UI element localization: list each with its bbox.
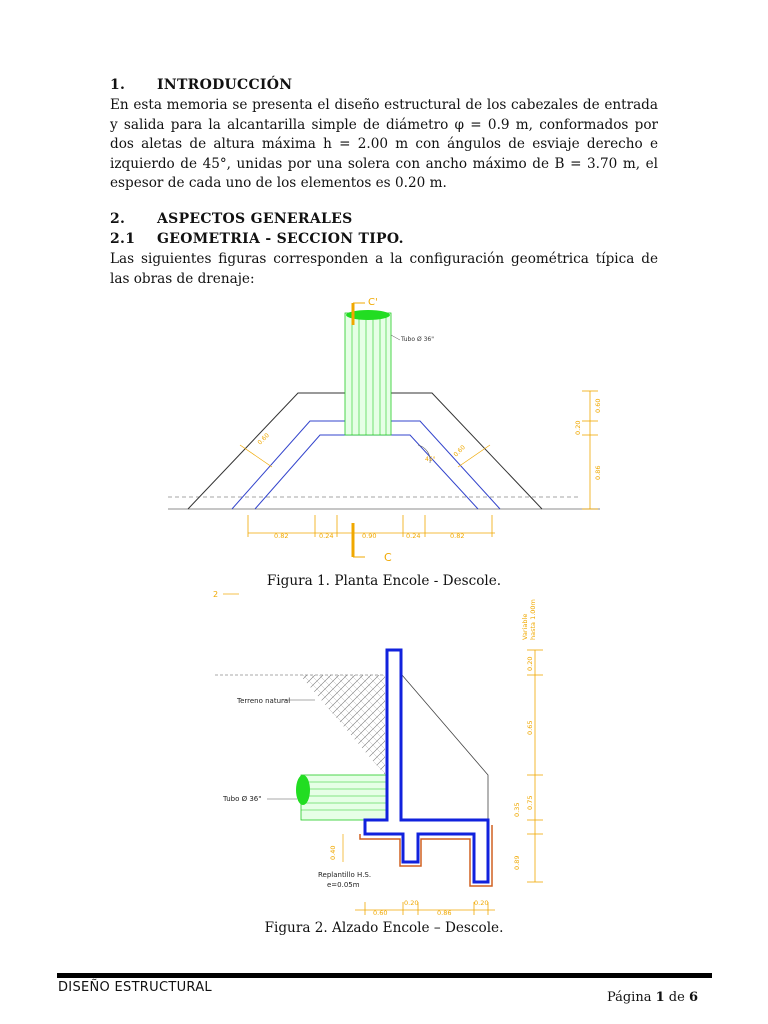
section-2-number: 2.	[110, 211, 126, 227]
fig1-wing-left: 0.60	[256, 432, 271, 447]
fig2-dim-040: 0.40	[329, 845, 337, 860]
fig2-dim-035: 0.35	[513, 802, 521, 817]
section-1-heading	[110, 77, 293, 93]
fig1-pipe-label: Tubo Ø 36"	[401, 336, 434, 343]
page-number: 1	[655, 990, 665, 1005]
section-1-paragraph: En esta memoria se presenta el diseño estructural de los cabezales de entrada y salida para la alcantarilla simple de diámetro φ = 0.9 m, conformados por dos aletas de altura máxima h = 2.00 m con ángulos de esviaje derecho e izquierdo de 45°, unidas por una solera con ancho máximo de B = 3.70 m, el espesor de cada uno de los elementos es 0.20 m.	[110, 97, 658, 191]
fig2-thickness-label: e=0.05m	[327, 881, 360, 889]
page-prefix: Página	[606, 990, 652, 1005]
fig1-wing-right: 0.60	[452, 444, 467, 459]
figure-1-plan-drawing	[160, 295, 610, 570]
fig2-variable: Variable	[521, 613, 529, 640]
fig1-dim-086: 0.86	[594, 465, 602, 480]
fig1-angle: 45°	[425, 456, 436, 463]
fig2-dim-075: 0.75	[526, 795, 534, 810]
fig1-dim-024-left: 0.24	[319, 532, 334, 540]
fig2-dim-089: 0.89	[513, 855, 521, 870]
section-1-number: 1.	[110, 77, 126, 93]
section-2-title: ASPECTOS GENERALES	[157, 211, 353, 227]
fig1-dim-060: 0.60	[594, 398, 602, 413]
fig1-dim-024-right: 0.24	[406, 532, 421, 540]
fig1-dim-082-right: 0.82	[450, 532, 465, 540]
fig2-dim-065: 0.65	[526, 720, 534, 735]
figure-1-caption: Figura 1. Planta Encole - Descole.	[266, 573, 502, 589]
page-of: de	[668, 990, 685, 1005]
fig2-dim-060: 0.60	[373, 909, 388, 917]
figure-2-caption: Figura 2. Alzado Encole – Descole.	[264, 920, 504, 936]
section-2-1-paragraph: Las siguientes figuras corresponden a la configuración geométrica típica de las obras de drenaje:	[110, 251, 658, 287]
fig1-dim-082-left: 0.82	[274, 532, 289, 540]
section-2-1-heading	[110, 231, 404, 247]
fig2-replantillo-label: Replantillo H.S.	[318, 871, 372, 879]
fig2-dim-020-a: 0.20	[404, 899, 419, 907]
fig1-dim-020: 0.20	[574, 420, 582, 435]
fig1-dim-090: 0.90	[362, 532, 377, 540]
fig2-terrain-label: Terreno natural	[237, 697, 291, 705]
section-2-1-number: 2.1	[110, 231, 136, 247]
fig2-dim-020-b: 0.20	[474, 899, 489, 907]
footer-rule	[57, 973, 712, 978]
page-indicator	[607, 990, 698, 1005]
fig2-dim-086: 0.86	[437, 909, 452, 917]
footer-title: DISEÑO ESTRUCTURAL	[58, 980, 212, 995]
fig2-hasta: hasta 1.00m	[529, 599, 537, 640]
fig2-dim-020-top: 0.20	[526, 656, 534, 671]
fig2-pipe-label: Tubo Ø 36"	[223, 795, 262, 803]
fig2-marker: 2	[213, 590, 219, 599]
section-2-heading	[110, 211, 353, 227]
fig1-c-top-label: C'	[368, 297, 378, 308]
fig1-c-bottom-label: C	[384, 551, 392, 564]
section-1-title: INTRODUCCIÓN	[157, 77, 293, 93]
figure-2-elevation-drawing	[205, 585, 565, 920]
page-total: 6	[688, 990, 698, 1005]
section-2-1-title: GEOMETRIA - SECCION TIPO.	[157, 231, 404, 247]
